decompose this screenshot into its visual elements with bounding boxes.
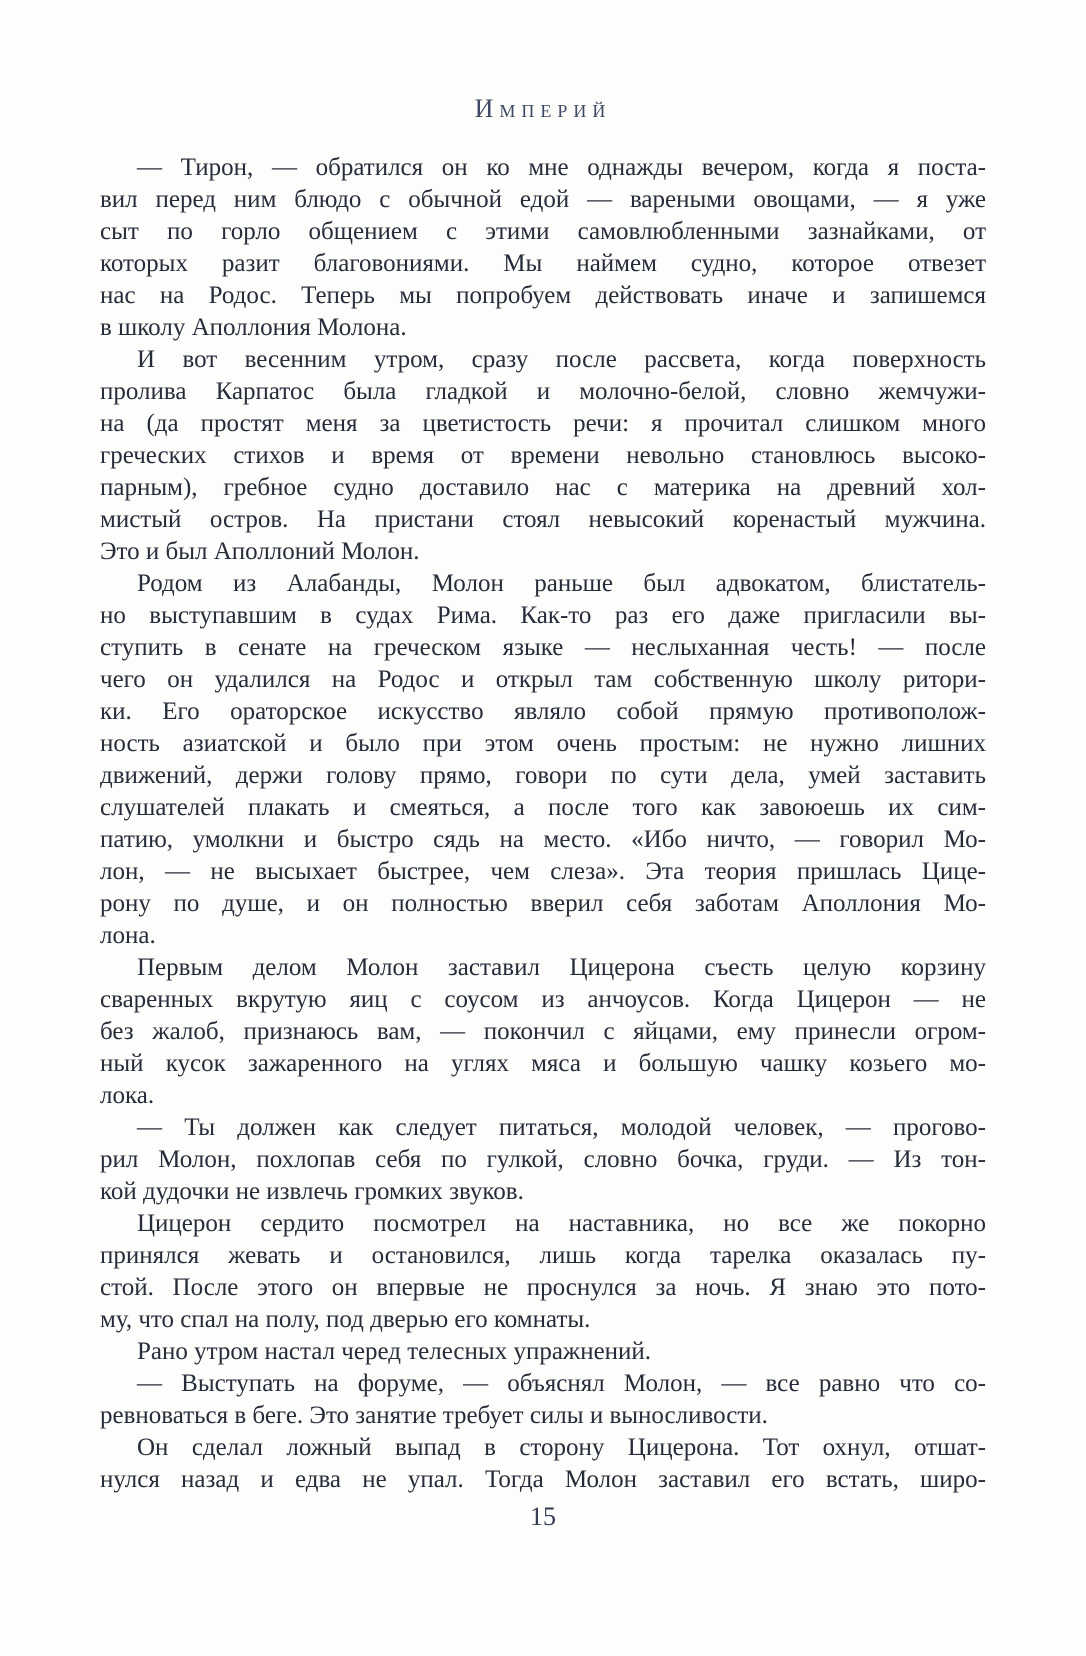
paragraph xyxy=(100,1368,986,1432)
text-line: ревноваться в беге. Это занятие требует силы и выносливости. xyxy=(100,1402,768,1429)
text-line: Первым делом Молон заставил Цицерона съесть целую корзину xyxy=(137,954,986,981)
paragraph xyxy=(100,568,986,952)
text-line: Родом из Алабанды, Молон раньше был адвокатом, блистатель- xyxy=(137,570,986,597)
text-line: лона. xyxy=(100,922,156,949)
paragraph xyxy=(100,152,986,344)
text-line: слушателей плакать и смеяться, а после того как завоюешь их сим- xyxy=(100,794,986,821)
text-line: му, что спал на полу, под дверью его комнаты. xyxy=(100,1306,591,1333)
paragraph xyxy=(100,952,986,1112)
text-line: вил перед ним блюдо с обычной едой — вареными овощами, — я уже xyxy=(100,186,986,213)
text-line: нас на Родос. Теперь мы попробуем действовать иначе и запишемся xyxy=(100,282,986,309)
text-line: на (да простят меня за цветистость речи: я прочитал слишком много xyxy=(100,410,986,437)
text-line: в школу Аполлония Молона. xyxy=(100,314,407,341)
text-line: парным), гребное судно доставило нас с материка на древний хол- xyxy=(100,474,986,501)
text-line: но выступавшим в судах Рима. Как-то раз его даже пригласили вы- xyxy=(100,602,986,629)
text-line: рил Молон, похлопав себя по гулкой, словно бочка, груди. — Из тон- xyxy=(100,1146,986,1173)
text-line: лока. xyxy=(100,1082,155,1109)
text-line: патию, умолкни и быстро сядь на место. «Ибо ничто, — говорил Мо- xyxy=(100,826,986,853)
text-line: которых разит благовониями. Мы наймем судно, которое отвезет xyxy=(100,250,986,277)
text-line: Рано утром настал черед телесных упражнений. xyxy=(137,1338,652,1365)
text-line: чего он удалился на Родос и открыл там собственную школу ритори- xyxy=(100,666,986,693)
text-line: без жалоб, признаюсь вам, — покончил с яйцами, ему принесли огром- xyxy=(100,1018,986,1045)
body-text xyxy=(100,152,986,1496)
text-line: стой. После этого он впервые не проснулся за ночь. Я знаю это пото- xyxy=(100,1274,986,1301)
page-number: 15 xyxy=(530,1502,556,1531)
text-line: пролива Карпатос была гладкой и молочно-белой, словно жемчужи- xyxy=(100,378,986,405)
paragraph xyxy=(100,1112,986,1208)
text-line: движений, держи голову прямо, говори по сути дела, умей заставить xyxy=(100,762,986,789)
text-line: рону по душе, и он полностью вверил себя заботам Аполлония Мо- xyxy=(100,890,986,917)
text-line: ный кусок зажаренного на углях мяса и большую чашку козьего мо- xyxy=(100,1050,986,1077)
text-line: сыт по горло общением с этими самовлюбленными зазнайками, от xyxy=(100,218,986,245)
text-line: мистый остров. На пристани стоял невысокий коренастый мужчина. xyxy=(100,506,986,533)
text-line: принялся жевать и остановился, лишь когда тарелка оказалась пу- xyxy=(100,1242,986,1269)
text-line: Цицерон сердито посмотрел на наставника, но все же покорно xyxy=(137,1210,986,1237)
text-line: ступить в сенате на греческом языке — неслыханная честь! — после xyxy=(100,634,986,661)
paragraph xyxy=(100,1208,986,1336)
text-line: сваренных вкрутую яиц с соусом из анчоусов. Когда Цицерон — не xyxy=(100,986,986,1013)
paragraph xyxy=(100,1432,986,1496)
text-line: И вот весенним утром, сразу после рассвета, когда поверхность xyxy=(137,346,986,373)
paragraph xyxy=(100,344,986,568)
text-line: греческих стихов и время от времени невольно становлюсь высоко- xyxy=(100,442,986,469)
paragraph xyxy=(100,1336,986,1368)
text-line: кой дудочки не извлечь громких звуков. xyxy=(100,1178,524,1205)
text-line: лон, — не высыхает быстрее, чем слеза». Эта теория пришлась Цице- xyxy=(100,858,986,885)
running-head: Империй xyxy=(474,94,612,123)
text-line: ки. Его ораторское искусство являло собой прямую противополож- xyxy=(100,698,986,725)
text-line: ность азиатской и было при этом очень простым: не нужно лишних xyxy=(100,730,986,757)
text-line: Это и был Аполлоний Молон. xyxy=(100,538,420,565)
text-line: — Тирон, — обратился он ко мне однажды вечером, когда я поста- xyxy=(137,154,986,181)
text-line: — Ты должен как следует питаться, молодой человек, — прогово- xyxy=(137,1114,986,1141)
text-line: нулся назад и едва не упал. Тогда Молон заставил его встать, широ- xyxy=(100,1466,986,1493)
text-line: — Выступать на форуме, — объяснял Молон, — все равно что со- xyxy=(137,1370,986,1397)
text-line: Он сделал ложный выпад в сторону Цицерона. Тот охнул, отшат- xyxy=(137,1434,986,1461)
